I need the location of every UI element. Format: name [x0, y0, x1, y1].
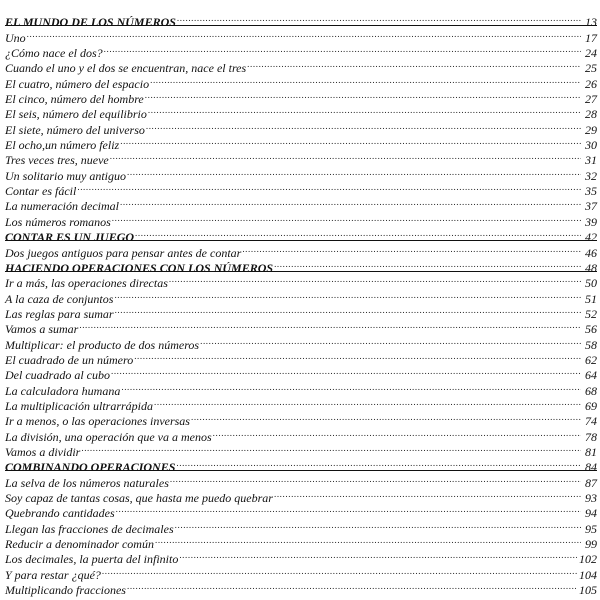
toc-entry[interactable]	[5, 318, 597, 337]
dot-leader	[114, 287, 581, 302]
toc-entry-page-number: 84	[585, 460, 597, 475]
toc-entry-title: ¿Cómo nace el dos?	[5, 46, 103, 61]
dot-leader	[79, 318, 581, 333]
toc-entry-page-number: 32	[585, 168, 597, 183]
dot-leader	[77, 180, 581, 195]
dot-leader	[111, 364, 581, 379]
dot-leader	[146, 118, 581, 133]
dot-leader	[121, 379, 581, 394]
dot-leader	[247, 57, 581, 72]
toc-entry-title: El seis, número del equilibrio	[5, 107, 147, 122]
dot-leader	[112, 210, 581, 225]
toc-entry-title: El siete, número del universo	[5, 122, 145, 137]
dot-leader	[274, 487, 581, 502]
toc-entry-page-number: 29	[585, 122, 597, 137]
toc-entry-page-number: 62	[585, 352, 597, 367]
toc-entry-title: El cuatro, número del espacio	[5, 76, 150, 91]
toc-entry-title: Uno	[5, 30, 26, 45]
toc-entry-title: Vamos a sumar	[5, 322, 79, 337]
dot-leader	[81, 441, 581, 456]
toc-entry-title: EL MUNDO DE LOS NÚMEROS	[5, 15, 176, 30]
dot-leader	[120, 195, 581, 210]
toc-entry-page-number: 64	[585, 368, 597, 383]
toc-entry-title: Las reglas para sumar	[5, 306, 114, 321]
dot-leader	[145, 88, 581, 103]
toc-entry[interactable]	[5, 42, 597, 61]
table-of-contents	[5, 11, 597, 598]
toc-entry-title: Ir a más, las operaciones directas	[5, 276, 168, 291]
toc-entry-title: Y para restar ¿qué?	[5, 567, 101, 582]
toc-entry-page-number: 28	[585, 107, 597, 122]
toc-entry-title: Multiplicando fracciones	[5, 583, 126, 598]
toc-entry[interactable]	[5, 441, 597, 459]
toc-entry-title: HACIENDO OPERACIONES CON LOS NÚMEROS	[5, 260, 274, 275]
dot-leader	[154, 395, 581, 410]
dot-leader	[135, 226, 581, 241]
dot-leader	[200, 333, 581, 348]
toc-entry-title: La división, una operación que va a menos	[5, 429, 212, 444]
dot-leader	[191, 410, 581, 425]
toc-entry-page-number: 95	[585, 521, 597, 536]
dot-leader	[110, 149, 581, 164]
dot-leader	[177, 11, 581, 26]
toc-entry-page-number: 39	[585, 214, 597, 229]
toc-entry-page-number: 46	[585, 245, 597, 260]
dot-leader	[27, 26, 581, 41]
toc-entry-title: La selva de los números naturales	[5, 475, 169, 490]
toc-entry[interactable]	[5, 26, 597, 45]
toc-entry-title: Dos juegos antiguos para pensar antes de contar	[5, 245, 242, 260]
dot-leader	[115, 303, 581, 318]
toc-entry-title: El cuadrado de un número	[5, 352, 134, 367]
toc-entry-title: Soy capaz de tantas cosas, que hasta me puedo quebrar	[5, 491, 273, 505]
dot-leader	[134, 349, 581, 364]
toc-entry-page-number: 35	[585, 184, 597, 199]
dot-leader	[179, 548, 577, 563]
toc-entry-page-number: 102	[579, 552, 597, 567]
toc-entry-page-number: 68	[585, 383, 597, 398]
toc-entry-page-number: 24	[585, 46, 597, 61]
dot-leader	[170, 471, 581, 486]
toc-entry-title: La numeración decimal	[5, 199, 119, 214]
toc-entry-title: Ir a menos, o las operaciones inversas	[5, 414, 190, 429]
dot-leader	[175, 517, 581, 532]
toc-entry-title: Los números romanos	[5, 214, 111, 229]
toc-entry[interactable]	[5, 180, 597, 199]
toc-entry-page-number: 93	[585, 491, 597, 505]
toc-entry-page-number: 99	[585, 537, 597, 552]
dot-leader	[213, 425, 581, 440]
toc-entry-page-number: 17	[585, 30, 597, 45]
toc-entry-title: Vamos a dividir	[5, 444, 81, 459]
toc-entry-title: La multiplicación ultrarrápida	[5, 398, 154, 413]
dot-leader	[116, 502, 581, 517]
dot-leader	[120, 134, 581, 149]
toc-entry-page-number: 81	[585, 444, 597, 459]
toc-entry-page-number: 30	[585, 138, 597, 153]
toc-entry-page-number: 58	[585, 337, 597, 352]
toc-entry-page-number: 13	[585, 15, 597, 30]
dot-leader	[150, 72, 581, 87]
toc-entry-title: Del cuadrado al cubo	[5, 368, 110, 383]
toc-entry-page-number: 74	[585, 414, 597, 429]
toc-section-heading[interactable]	[5, 11, 597, 30]
toc-entry-title: A la caza de conjuntos	[5, 291, 114, 306]
toc-entry-page-number: 69	[585, 398, 597, 413]
toc-entry-title: La calculadora humana	[5, 383, 121, 398]
toc-entry-title: Los decimales, la puerta del infinito	[5, 552, 179, 567]
toc-entry-title: Llegan las fracciones de decimales	[5, 521, 174, 536]
toc-entry-page-number: 37	[585, 199, 597, 214]
toc-entry-page-number: 94	[585, 506, 597, 521]
toc-entry-title: Reducir a denominador común	[5, 537, 154, 552]
toc-entry-title: Multiplicar: el producto de dos números	[5, 337, 200, 352]
toc-entry-page-number: 42	[585, 230, 597, 245]
dot-leader	[242, 241, 581, 256]
dot-leader	[127, 579, 577, 594]
toc-entry-page-number: 78	[585, 429, 597, 444]
toc-entry-page-number: 51	[585, 291, 597, 306]
toc-entry-title: Tres veces tres, nueve	[5, 153, 109, 168]
toc-entry-title: Contar es fácil	[5, 184, 77, 199]
dot-leader	[176, 456, 581, 471]
toc-section-heading[interactable]	[5, 456, 597, 475]
toc-entry-page-number: 50	[585, 276, 597, 291]
toc-entry-page-number: 48	[585, 260, 597, 275]
toc-entry-title: Un solitario muy antiguo	[5, 168, 127, 183]
toc-entry-page-number: 105	[579, 583, 597, 598]
dot-leader	[155, 533, 581, 548]
toc-entry-page-number: 25	[585, 61, 597, 76]
toc-entry-title: El cinco, número del hombre	[5, 92, 144, 107]
toc-entry-page-number: 27	[585, 92, 597, 107]
toc-entry-title: CONTAR ES UN JUEGO	[5, 230, 135, 245]
dot-leader	[148, 103, 581, 118]
dot-leader	[102, 563, 577, 578]
toc-entry-page-number: 87	[585, 475, 597, 490]
dot-leader	[127, 164, 581, 179]
toc-entry-title: Quebrando cantidades	[5, 506, 115, 521]
toc-entry-page-number: 52	[585, 306, 597, 321]
toc-entry[interactable]	[5, 333, 597, 352]
toc-entry-page-number: 56	[585, 322, 597, 337]
toc-entry-page-number: 26	[585, 76, 597, 91]
toc-entry-title: COMBINANDO OPERACIONES	[5, 460, 176, 475]
toc-entry-page-number: 31	[585, 153, 597, 168]
toc-entry-title: El ocho,un número feliz	[5, 138, 120, 153]
dot-leader	[104, 42, 581, 57]
toc-entry-page-number: 104	[579, 567, 597, 582]
dot-leader	[274, 257, 581, 272]
toc-entry-title: Cuando el uno y el dos se encuentran, nace el tres	[5, 61, 247, 76]
dot-leader	[169, 272, 581, 287]
toc-entry[interactable]	[5, 195, 597, 214]
